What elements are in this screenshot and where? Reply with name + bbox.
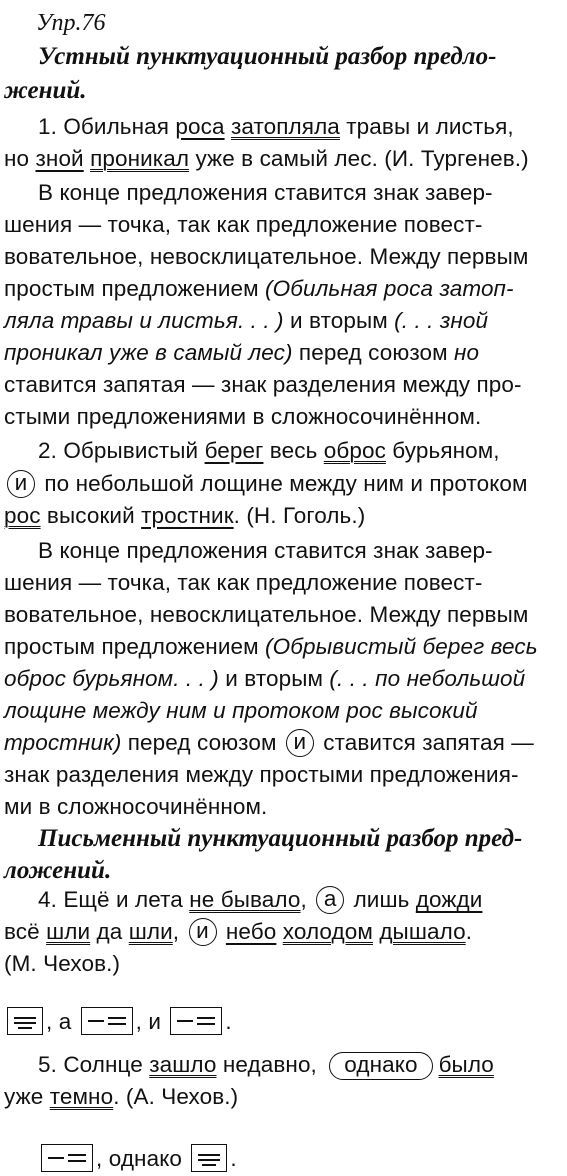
circled-conjunction: и [189, 918, 217, 946]
sentence-text: 1. Обильная [38, 114, 176, 139]
sentence-5-line2 [4, 1080, 567, 1114]
sentence-text: травы и листья, [339, 114, 514, 139]
sentence-text: 2. Обрывистый [38, 438, 205, 463]
analysis-text: и вторым [218, 666, 330, 691]
subject-underline: зной [35, 146, 84, 171]
analysis-text: простым предложением [4, 276, 266, 301]
analysis-1-line8: стыми предложениями в сложносочинённом. [4, 404, 482, 429]
predicate-underline: шли [46, 919, 91, 944]
analysis-text: и вторым [283, 308, 395, 333]
analysis-1-line6 [4, 336, 567, 370]
quoted-clause: (. . . по небольшой [329, 666, 526, 691]
subject-underline: тростник [141, 503, 234, 528]
analysis-1-line4 [4, 272, 567, 306]
written-section-title-line2: ложений. [4, 857, 112, 884]
predicate-underline: не бывало [189, 887, 301, 912]
quoted-clause: оброс бурьяном. . . ) [4, 666, 219, 691]
subject-underline: берег [204, 438, 264, 463]
predicate-underline: оброс [323, 438, 386, 463]
period: . [225, 1009, 232, 1034]
analysis-2-line4 [4, 630, 567, 664]
exercise-header: Упр.76 [36, 10, 106, 36]
scheme-separator: , а [46, 1009, 78, 1034]
sentence-1-line1 [38, 110, 567, 144]
analysis-2-line8: знак разделения между простыми предложения- [4, 762, 519, 787]
subject-underline: небо [225, 919, 277, 944]
sentence-4-line3: (М. Чехов.) [4, 951, 121, 976]
scheme-separator: , и [135, 1009, 168, 1034]
analysis-text: ставится запятая — [316, 730, 534, 755]
scheme-separator: , однако [96, 1146, 189, 1171]
analysis-text: перед союзом [121, 730, 283, 755]
scheme-box-predicate [191, 1144, 227, 1172]
quoted-clause: тростник) [4, 730, 122, 755]
written-section-title-line1: Письменный пунктуационный разбор пред- [38, 825, 523, 852]
subject-underline: роса [175, 114, 225, 139]
analysis-1-line5 [4, 304, 567, 338]
subject-underline: дожди [415, 887, 483, 912]
oral-section-title-line2: жений. [4, 77, 87, 104]
quoted-clause: (Обильная роса затоп- [265, 276, 514, 301]
quoted-clause: ляла травы и листья. . . ) [4, 308, 284, 333]
predicate-underline: дышало [379, 919, 466, 944]
comma: , [172, 919, 180, 944]
analysis-2-line1: В конце предложения ставится знак завер- [38, 538, 493, 563]
sentence-4-line2 [4, 915, 567, 949]
scheme-box-predicate [41, 1144, 93, 1172]
quoted-clause: (Обрывистый берег весь [265, 634, 538, 659]
sentence-text: уже в самый лес. (И. Тургенев.) [189, 146, 529, 171]
analysis-1-line7: ставится запятая — знак разделения между про- [4, 372, 522, 397]
oral-section-title-line1: Устный пунктуационный разбор предло- [38, 43, 497, 70]
sentence-text: всё [4, 919, 47, 944]
conjunction: но [454, 340, 480, 365]
predicate-underline: затопляла [230, 114, 340, 139]
scheme-5 [38, 1142, 567, 1176]
analysis-2-line7 [4, 726, 567, 760]
predicate-underline: рос [4, 503, 41, 528]
comma: , [300, 887, 307, 912]
quoted-clause: проникал уже в самый лес) [4, 340, 293, 365]
sentence-text: . (А. Чехов.) [113, 1084, 239, 1109]
predicate-underline: темно [49, 1084, 114, 1109]
sentence-text: высокий [40, 503, 142, 528]
sentence-text: бурьяном, [385, 438, 500, 463]
analysis-1-line2: шения — точка, так как предложение повест- [4, 212, 483, 237]
predicate-underline: было [438, 1052, 494, 1077]
sentence-text: 5. Солнце [38, 1052, 150, 1077]
sentence-text: но [4, 146, 36, 171]
scheme-box-predicate-subject [81, 1007, 133, 1035]
circled-conjunction: и [7, 470, 35, 498]
analysis-2-line2: шения — точка, так как предложение повест- [4, 570, 483, 595]
analysis-2-line3: вовательное, невосклицательное. Между первым [4, 602, 529, 627]
period: . [465, 919, 473, 944]
scheme-box-subject-predicate [7, 1007, 43, 1035]
oval-conjunction: однако [329, 1052, 432, 1080]
sentence-2-line1 [38, 434, 567, 468]
sentence-text: . (Н. Гоголь.) [233, 503, 366, 528]
sentence-5-line1 [38, 1048, 567, 1082]
analysis-2-line5 [4, 662, 567, 696]
sentence-4-line1 [38, 883, 567, 917]
sentence-text: недавно, [216, 1052, 324, 1077]
predicate-underline: холодом [282, 919, 373, 944]
sentence-2-line2 [4, 467, 567, 501]
circled-conjunction: а [316, 886, 344, 914]
predicate-underline: зашло [149, 1052, 217, 1077]
scheme-4 [4, 1005, 567, 1039]
analysis-text: перед союзом [292, 340, 455, 365]
predicate-underline: проникал [90, 146, 190, 171]
scheme-box-subject-predicate [170, 1007, 222, 1035]
analysis-1-line3: вовательное, невосклицательное. Между первым [4, 244, 529, 269]
sentence-text: весь [263, 438, 324, 463]
period: . [230, 1146, 237, 1171]
sentence-1-line2 [4, 142, 567, 176]
circled-conjunction: и [286, 729, 314, 757]
analysis-2-line9: ми в сложносочинённом. [4, 794, 268, 819]
sentence-text: 4. Ещё и лета [38, 887, 190, 912]
analysis-text: простым предложением [4, 634, 266, 659]
sentence-text: лишь [347, 887, 416, 912]
sentence-2-line3 [4, 499, 567, 533]
sentence-text: уже [4, 1084, 50, 1109]
quoted-clause: (. . . зной [394, 308, 489, 333]
sentence-text: да [90, 919, 129, 944]
analysis-2-line6: лощине между ним и протоком рос высокий [4, 698, 478, 723]
predicate-underline: шли [128, 919, 173, 944]
sentence-text: по небольшой лощине между ним и протоком [38, 471, 528, 496]
analysis-1-line1: В конце предложения ставится знак завер- [38, 180, 493, 205]
